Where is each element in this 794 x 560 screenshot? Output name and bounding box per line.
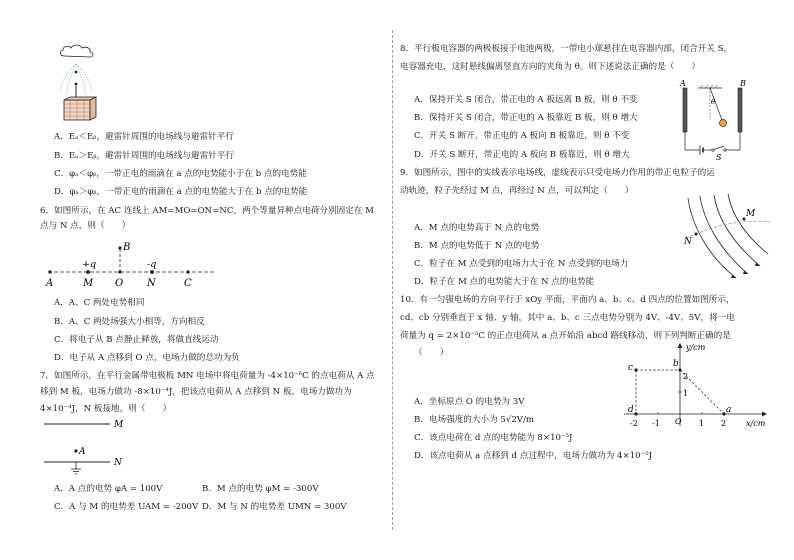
q7-option-b[interactable]: B．M 点的电势 φM = -300V	[202, 484, 319, 494]
label-n: N	[114, 458, 122, 468]
q8-option-d[interactable]: D．开关 S 断开，带正电的 A 板向 B 板靠近，则 θ 增大	[414, 150, 630, 160]
q5-option-b[interactable]: B．Eₐ＞Eᵦ，避雷针周围的电场线与避雷针平行	[54, 151, 234, 161]
q9-option-c[interactable]: C．粒子在 M 点受到的电场力大于在 N 点受到的电场力	[414, 259, 629, 269]
x-tick-label: -1	[652, 419, 660, 428]
q9-stem-line2: 动轨迹，粒子先经过 M 点，再经过 N 点，可以判定（ ）	[400, 186, 634, 196]
label-d: d	[628, 405, 634, 415]
q6-stem-line2: 点与 N 点，则（ ）	[40, 221, 131, 231]
q7-stem-line3: 4×10⁻⁴J，N 板接地。则（ ）	[40, 404, 172, 414]
y-tick-label: 2	[683, 372, 689, 381]
label-m: M	[746, 209, 756, 219]
label-c: c	[628, 363, 634, 373]
q8-stem-line1: 8．平行板电容器的两极板接于电池两极，一带电小球悬挂在电容器内部，闭合开关 S，	[400, 44, 733, 54]
battery-icon	[700, 145, 712, 155]
q6-option-c[interactable]: C．将电子从 B 点静止释放，将做直线运动	[54, 335, 219, 345]
point-n	[695, 233, 698, 236]
q7-option-d[interactable]: D．M 与 N 的电势差 UMN = 300V	[202, 502, 347, 512]
column-divider	[392, 30, 393, 530]
q6-option-d[interactable]: D．电子从 A 点移到 O 点，电场力做的总功为负	[54, 353, 240, 363]
q9-option-a[interactable]: A．M 点的电势高于 N 点的电势	[414, 223, 540, 233]
label-plate-b: B	[740, 79, 746, 88]
point-c	[634, 368, 637, 371]
q5-option-c[interactable]: C．φₐ＜φᵦ，一带正电的雨滴在 a 点的电势能小于在 b 点的电势能	[54, 169, 307, 179]
label-n: N	[147, 278, 156, 289]
x-tick-label: 2	[721, 419, 727, 428]
q10-stem-line2: cd、cb 分别垂直于 x 轴、y 轴，其中 a、b、c 三点电势分别为 4V、-4V、5V，将一电	[400, 313, 735, 323]
label-plus-q: +q	[82, 259, 97, 270]
point-b	[75, 83, 78, 86]
x-axis-arrow	[762, 412, 767, 417]
q10-stem-line3: 荷量为 q = 2×10⁻⁵C 的正点电荷从 a 点开始沿 abcd 路线移动，则下列判断正确的是	[400, 331, 731, 341]
q10-stem-line4: （ ）	[414, 348, 449, 358]
point-a	[74, 449, 77, 452]
q10-option-a[interactable]: A．坐标原点 O 的电势为 3V	[414, 397, 525, 407]
point-a	[48, 270, 51, 273]
x-tick-label: 1	[699, 419, 705, 428]
origin-label: O	[675, 417, 682, 426]
q9-option-d[interactable]: D．粒子在 M 点的电势能大于在 N 点的电势能	[414, 277, 595, 287]
point-o	[118, 270, 121, 273]
point-b	[118, 246, 121, 249]
q7-option-a[interactable]: A．A 点的电势 φA = 100V	[54, 484, 163, 494]
q5-figure	[54, 42, 124, 126]
label-theta: θ	[711, 98, 716, 106]
q5-option-d[interactable]: D．φₐ＞φᵦ，一带正电的雨滴在 a 点的电势能大于在 b 点的电势能	[54, 187, 308, 197]
q9-stem-line1: 9．如图所示，图中的实线表示电场线，虚线表示只受电场力作用的带正电粒子的运	[400, 168, 715, 178]
label-a: A	[46, 278, 54, 289]
q7-option-c[interactable]: C．A 与 M 的电势差 UAM = -200V	[54, 502, 199, 512]
field-arrows	[731, 263, 760, 278]
plate-a	[683, 88, 687, 132]
q7-stem-line1: 7．如图所示，在平行金属带电极板 MN 电场中将电荷量为 -4×10⁻⁶C 的点电荷从 A 点	[40, 371, 375, 381]
q8-option-b[interactable]: B．保持开关 S 闭合，带正电的 A 板靠近 B 板，则 θ 增大	[414, 113, 638, 123]
charged-ball	[719, 119, 726, 126]
y-axis-label: y/cm	[686, 343, 706, 352]
q10-stem-line1: 10．有一匀强电场的方向平行于 xOy 平面，平面内 a、b、c、d 四点的位置如图所示，	[400, 295, 735, 305]
x-tick-label: -2	[630, 419, 638, 428]
plate-b	[738, 88, 742, 132]
x-axis-label: x/cm	[746, 419, 766, 428]
y-axis-arrow	[678, 343, 683, 348]
q10-option-c[interactable]: C．该点电荷在 d 点的电势能为 8×10⁻⁵J	[414, 433, 573, 443]
label-plate-a: A	[680, 79, 686, 88]
label-o: O	[115, 278, 124, 289]
q9-option-b[interactable]: B．M 点的电势低于 N 点的电势	[414, 241, 540, 251]
label-a: A	[79, 447, 86, 457]
label-c: C	[184, 278, 192, 289]
q10-option-b[interactable]: B．电场强度的大小为 5√2V/m	[414, 415, 535, 425]
q8-stem-line2: 电容器充电，这时悬线偏离竖直方向的夹角为 θ。则下述说法正确的是（ ）	[400, 62, 701, 72]
q8-option-c[interactable]: C．开关 S 断开，带正电的 A 板向 B 板靠近，则 θ 不变	[414, 131, 630, 141]
ground-icon	[71, 462, 81, 474]
charge-plus	[86, 270, 90, 274]
cloud-icon	[60, 45, 93, 57]
q6-stem-line1: 6．如图所示，在 AC 连线上 AM=MO=ON=NC，两个等量异种点电荷分别固定在 M	[40, 206, 374, 216]
building-icon	[64, 97, 96, 120]
point-c	[186, 270, 189, 273]
label-a: a	[726, 405, 732, 415]
label-m: M	[83, 278, 94, 289]
q8-figure	[674, 76, 754, 164]
point-b	[678, 368, 681, 371]
switch-icon	[712, 146, 726, 151]
charge-minus	[150, 270, 154, 274]
label-minus-q: -q	[147, 259, 157, 270]
q7-figure	[44, 416, 154, 478]
q10-figure	[622, 340, 772, 432]
label-switch-s: S	[716, 153, 722, 162]
label-b: b	[673, 359, 679, 369]
label-b: B	[123, 242, 131, 253]
label-n: N	[684, 237, 692, 247]
ceiling-hatch	[700, 85, 718, 88]
q5-option-a[interactable]: A．Eₐ＜Eᵦ，避雷针周围的电场线与避雷针平行	[54, 132, 234, 142]
label-m: M	[114, 420, 124, 430]
q8-option-a[interactable]: A．保持开关 S 闭合，带正电的 A 板远离 B 板，则 θ 不变	[414, 95, 638, 105]
q6-option-b[interactable]: B．A、C 两处场强大小相等，方向相反	[54, 317, 205, 327]
circuit-wire	[685, 132, 740, 150]
q9-figure	[674, 192, 770, 286]
q6-figure	[46, 236, 216, 294]
y-tick-label: 1	[683, 389, 689, 398]
q10-option-d[interactable]: D．该点电荷从 a 点移到 d 点过程中，电场力做功为 4×10⁻⁵J	[414, 451, 653, 461]
point-d	[634, 412, 637, 415]
q7-stem-line2: 移到 M 板，电场力做功 -8×10⁻⁴J，把该点电荷从 A 点移到 N 板，电场力做功为	[40, 387, 352, 397]
q6-option-a[interactable]: A．A、C 两处电势相同	[54, 298, 145, 308]
point-a	[75, 71, 78, 74]
trajectory	[686, 221, 770, 238]
